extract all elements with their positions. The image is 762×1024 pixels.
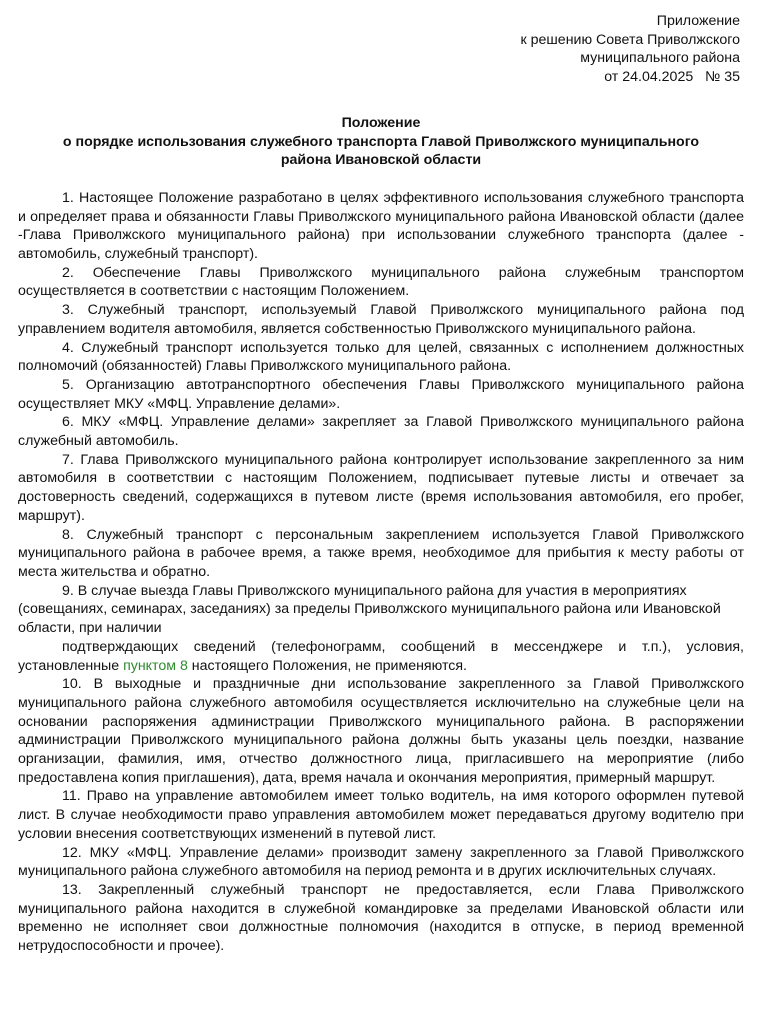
clause-8-link[interactable]: пунктом 8 — [123, 657, 188, 674]
title-line: Положение — [341, 114, 421, 131]
paragraph-11: 11. Право на управление автомобилем имеет только водитель, на имя которого оформлен путевой лист. В случае необходимости право управления автомобилем может передаваться другому водителю при условии внесения соответствующих изменений в путевой лист. — [18, 788, 744, 842]
title-line: о порядке использования служебного транспорта Главой Приволжского муниципального — [62, 133, 700, 150]
paragraph-7: 7. Глава Приволжского муниципального района контролирует использование закрепленного за ним автомобиля в соответствии с настоящим Положением, подписывает путевые листы и отвечает за достоверность сведений, содержащихся в путевом листе (время использования автомобиля, его пробег, маршрут). — [18, 451, 744, 524]
paragraph-9: 9. В случае выезда Главы Приволжского муниципального района для участия в мероприятиях (совещаниях, семинарах, заседаниях) за пределы Приволжского муниципального района или Ивановской области, при наличии — [18, 582, 721, 637]
paragraph-12: 12. МКУ «МФЦ. Управление делами» производит замену закрепленного за Главой Приволжского муниципального района служебного автомобиля на период ремонта и в других исключительных случаях. — [18, 844, 744, 880]
document-title — [18, 114, 744, 170]
appendix-line: к решению Совета Приволжского — [520, 31, 740, 48]
paragraph-13: 13. Закрепленный служебный транспорт не предоставляется, если Глава Приволжского муниципального района находится в служебной командировке за пределами Ивановской области или временно не исполняет свои должностные полномочия (находится в отпуске, в период временной нетрудоспособности и прочее). — [18, 881, 744, 955]
paragraph-8: 8. Служебный транспорт с персональным закреплением используется Главой Приволжского муниципального района в рабочее время, а также время, необходимое для прибытия к месту работы от места жительства и обратно. — [18, 526, 744, 580]
appendix-line: муниципального района — [580, 50, 740, 67]
paragraph-1: 1. Настоящее Положение разработано в целях эффективного использования служебного транспорта и определяет права и обязанности Главы Приволжского муниципального района Ивановской области (далее -Глава Приволжского муниципального района) при использовании служебного транспорта (далее - автомобиль, служебный транспорт). — [18, 189, 744, 263]
paragraph-3: 3. Служебный транспорт, используемый Главой Приволжского муниципального района под управлением водителя автомобиля, является собственностью Приволжского муниципального района. — [18, 302, 744, 337]
paragraph-2: 2. Обеспечение Главы Приволжского муниципального района служебным транспортом осуществляется в соответствии с настоящим Положением. — [18, 264, 744, 300]
paragraph-5: 5. Организацию автотранспортного обеспечения Главы Приволжского муниципального района осуществляет МКУ «МФЦ. Управление делами». — [18, 376, 744, 412]
paragraph-9-text-end: настоящего Положения, не применяются. — [187, 657, 467, 674]
paragraph-6: 6. МКУ «МФЦ. Управление делами» закрепляет за Главой Приволжского муниципального района служебный автомобиль. — [18, 414, 744, 450]
paragraph-9-continuation — [18, 638, 744, 675]
appendix-date-number: от 24.04.2025 № 35 — [604, 69, 740, 86]
paragraph-9-text: подтверждающих сведений (телефонограмм, сообщений в мессенджере и т.п.), условия, установленные — [18, 638, 744, 674]
paragraph-4: 4. Служебный транспорт используется только для целей, связанных с исполнением должностных полномочий (обязанностей) Главы Приволжского муниципального района. — [18, 339, 744, 375]
paragraph-10: 10. В выходные и праздничные дни использование закрепленного за Главой Приволжского муниципального района служебного автомобиля осуществляется исключительно на служебные цели на основании распоряжения администрации Приволжского муниципального района. В распоряжении администрации Приволжского муниципального района должны быть указаны цель поездки, название организации, фамилия, имя, отчество должностного лица, пригласившего на мероприятие (либо предоставлена копия приглашения), дата, время начала и окончания мероприятия, примерный маршрут. — [18, 676, 744, 786]
appendix-header — [18, 12, 744, 87]
appendix-line: Приложение — [656, 13, 740, 29]
document-body — [18, 189, 744, 956]
title-line: района Ивановской области — [280, 152, 482, 169]
